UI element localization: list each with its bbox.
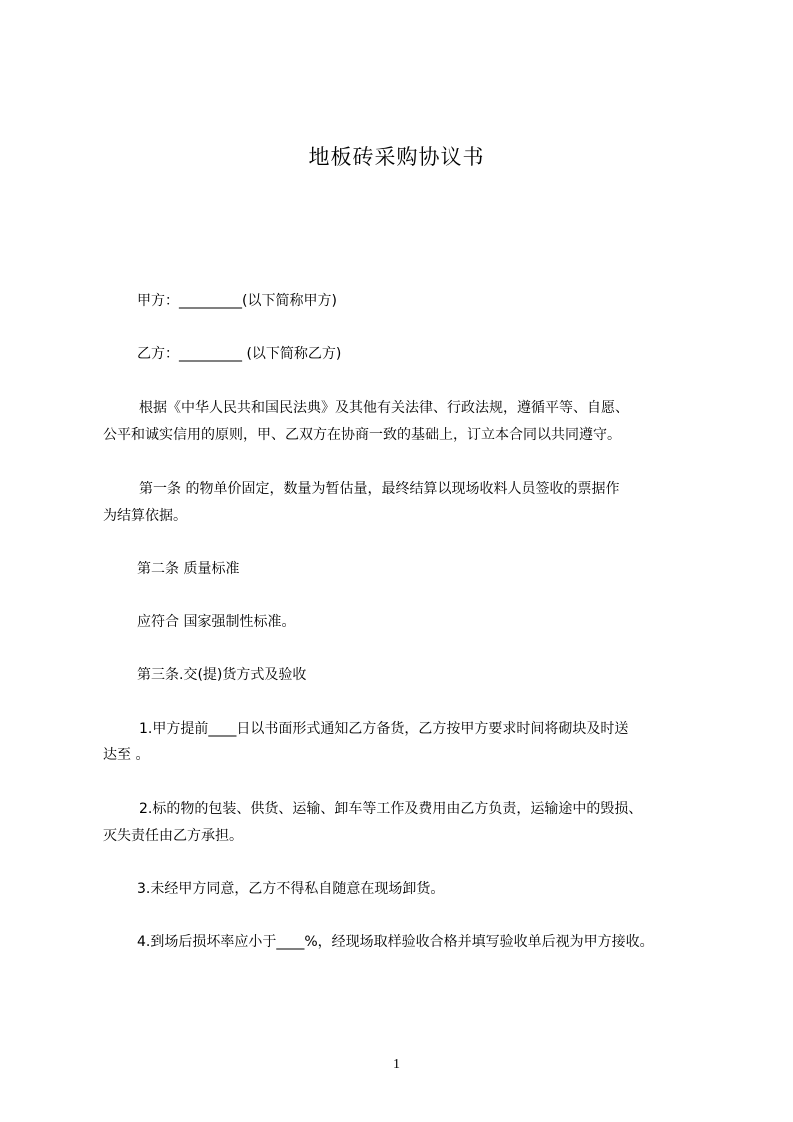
item2-line-2: 灭失责任由乙方承担。 bbox=[103, 828, 243, 844]
article2-body: 应符合 国家强制性标准。 bbox=[137, 614, 296, 630]
article1-line-1: 第一条 的物单价固定，数量为暂估量，最终结算以现场收料人员签收的票据作 bbox=[139, 481, 620, 497]
article3-heading: 第三条.交(提)货方式及验收 bbox=[137, 667, 307, 683]
page-number: 1 bbox=[393, 1057, 400, 1072]
item1-line-2: 达至 。 bbox=[103, 747, 150, 763]
preamble-line-2: 公平和诚实信用的原则，甲、乙双方在协商一致的基础上，订立本合同以共同遵守。 bbox=[103, 427, 621, 443]
item4-line: 4.到场后损坏率应小于____%，经现场取样验收合格并填写验收单后视为甲方接收。 bbox=[137, 934, 654, 950]
item1-line-1: 1.甲方提前____日以书面形式通知乙方备货，乙方按甲方要求时间将砌块及时送 bbox=[139, 721, 629, 737]
item3-line: 3.未经甲方同意，乙方不得私自随意在现场卸货。 bbox=[137, 881, 445, 897]
document-title: 地板砖采购协议书 bbox=[308, 145, 485, 169]
party-a-line: 甲方：_________(以下简称甲方) bbox=[137, 293, 337, 309]
party-b-line: 乙方：_________ (以下简称乙方) bbox=[137, 346, 342, 362]
preamble-line-1: 根据《中华人民共和国民法典》及其他有关法律、行政法规，遵循平等、自愿、 bbox=[139, 400, 629, 416]
article2-heading: 第二条 质量标准 bbox=[137, 561, 240, 577]
article1-line-2: 为结算依据。 bbox=[103, 508, 187, 524]
item2-line-1: 2.标的物的包装、供货、运输、卸车等工作及费用由乙方负责，运输途中的毁损、 bbox=[139, 801, 643, 817]
